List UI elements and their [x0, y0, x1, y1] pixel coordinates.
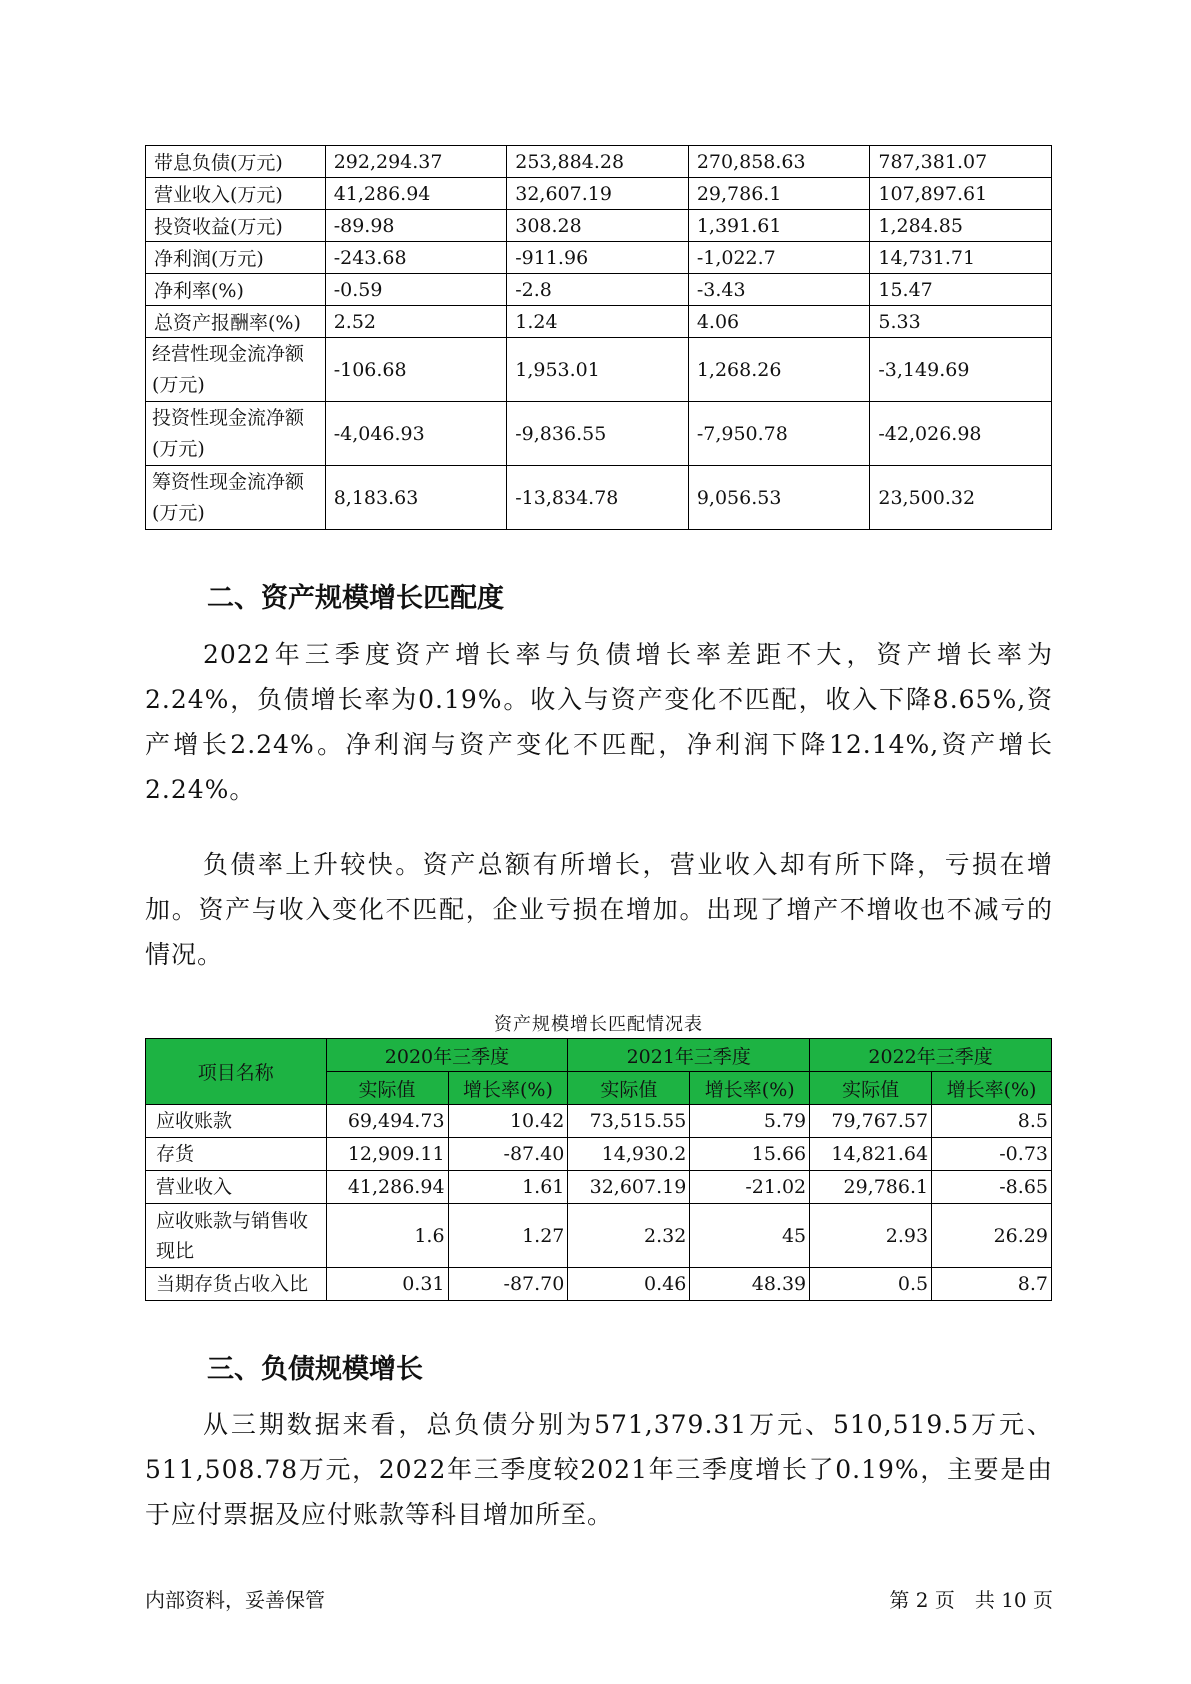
cell-value: -1,022.7 [688, 242, 870, 274]
row-label: 净利率(%) [146, 274, 326, 306]
table-row [146, 146, 1052, 178]
cell-value: 4.06 [688, 306, 870, 338]
cell-value: 79,767.57 [810, 1105, 932, 1138]
cell-value: 29,786.1 [688, 178, 870, 210]
column-header-actual: 实际值 [568, 1072, 690, 1105]
row-label: 投资收益(万元) [146, 210, 326, 242]
section-heading: 三、负债规模增长 [207, 1354, 423, 1385]
column-header-period: 2021年三季度 [568, 1039, 810, 1072]
cell-value: 73,515.55 [568, 1105, 690, 1138]
section-heading: 二、资产规模增长匹配度 [207, 583, 504, 614]
column-header-period: 2022年三季度 [810, 1039, 1052, 1072]
table-row [146, 1204, 1052, 1268]
column-header-period: 2020年三季度 [326, 1039, 568, 1072]
column-header-growth: 增长率(%) [690, 1072, 810, 1105]
financial-indicators-table [145, 145, 1052, 530]
cell-value: 1.27 [448, 1204, 568, 1268]
paragraph: 负债率上升较快。资产总额有所增长，营业收入却有所下降，亏损在增加。资产与收入变化不匹配，企业亏损在增加。出现了增产不增收也不减亏的情况。 [145, 850, 1053, 969]
asset-growth-match-table [145, 1038, 1052, 1301]
cell-value: -3,149.69 [870, 338, 1052, 402]
cell-value: -87.40 [448, 1138, 568, 1171]
cell-value: 41,286.94 [326, 1171, 448, 1204]
cell-value: 32,607.19 [507, 178, 689, 210]
row-label: 经营性现金流净额(万元) [146, 338, 326, 402]
cell-value: 9,056.53 [688, 466, 870, 530]
row-label: 营业收入 [146, 1171, 327, 1204]
cell-value: 0.46 [568, 1268, 690, 1301]
cell-value: 308.28 [507, 210, 689, 242]
cell-value: 5.79 [690, 1105, 810, 1138]
cell-value: 1.61 [448, 1171, 568, 1204]
cell-value: 0.31 [326, 1268, 448, 1301]
cell-value: 10.42 [448, 1105, 568, 1138]
cell-value: 14,731.71 [870, 242, 1052, 274]
cell-value: 14,821.64 [810, 1138, 932, 1171]
cell-value: -2.8 [507, 274, 689, 306]
column-header-actual: 实际值 [810, 1072, 932, 1105]
table-row [146, 1138, 1052, 1171]
row-label: 营业收入(万元) [146, 178, 326, 210]
cell-value: 15.66 [690, 1138, 810, 1171]
footer-confidential-note: 内部资料，妥善保管 [145, 1588, 325, 1612]
table-row [146, 178, 1052, 210]
cell-value: 270,858.63 [688, 146, 870, 178]
table-row [146, 338, 1052, 402]
cell-value: 2.93 [810, 1204, 932, 1268]
row-label: 当期存货占收入比 [146, 1268, 327, 1301]
row-label: 总资产报酬率(%) [146, 306, 326, 338]
cell-value: 1,953.01 [507, 338, 689, 402]
cell-value: -106.68 [325, 338, 507, 402]
table-row [146, 402, 1052, 466]
cell-value: 107,897.61 [870, 178, 1052, 210]
column-header-actual: 实际值 [326, 1072, 448, 1105]
column-header-item: 项目名称 [146, 1039, 327, 1105]
cell-value: 8.7 [932, 1268, 1052, 1301]
cell-value: 253,884.28 [507, 146, 689, 178]
table-row [146, 242, 1052, 274]
cell-value: -87.70 [448, 1268, 568, 1301]
cell-value: 1,391.61 [688, 210, 870, 242]
column-header-growth: 增长率(%) [932, 1072, 1052, 1105]
cell-value: 2.52 [325, 306, 507, 338]
cell-value: -0.59 [325, 274, 507, 306]
cell-value: 2.32 [568, 1204, 690, 1268]
cell-value: 12,909.11 [326, 1138, 448, 1171]
cell-value: -89.98 [325, 210, 507, 242]
cell-value: 0.5 [810, 1268, 932, 1301]
footer-page-number [889, 1584, 1053, 1613]
cell-value: 1,284.85 [870, 210, 1052, 242]
cell-value: -8.65 [932, 1171, 1052, 1204]
cell-value: 1,268.26 [688, 338, 870, 402]
cell-value: -4,046.93 [325, 402, 507, 466]
cell-value: -3.43 [688, 274, 870, 306]
table-row [146, 306, 1052, 338]
page-label-mid: 页 共 [934, 1588, 995, 1612]
row-label: 带息负债(万元) [146, 146, 326, 178]
cell-value: 48.39 [690, 1268, 810, 1301]
table-row [146, 1171, 1052, 1204]
cell-value: 8.5 [932, 1105, 1052, 1138]
row-label: 净利润(万元) [146, 242, 326, 274]
cell-value: 14,930.2 [568, 1138, 690, 1171]
cell-value: 41,286.94 [325, 178, 507, 210]
cell-value: -7,950.78 [688, 402, 870, 466]
paragraph: 2022年三季度资产增长率与负债增长率差距不大，资产增长率为2.24%，负债增长率为0.19%。收入与资产变化不匹配，收入下降8.65%,资产增长2.24%。净利润与资产变化不匹配，净利润下降12.14%,资产增长2.24%。 [145, 640, 1053, 804]
page-total: 10 [1001, 1588, 1027, 1612]
cell-value: 29,786.1 [810, 1171, 932, 1204]
row-label: 筹资性现金流净额(万元) [146, 466, 326, 530]
cell-value: -13,834.78 [507, 466, 689, 530]
cell-value: -0.73 [932, 1138, 1052, 1171]
page-current: 2 [915, 1588, 929, 1612]
cell-value: -243.68 [325, 242, 507, 274]
cell-value: 23,500.32 [870, 466, 1052, 530]
cell-value: 787,381.07 [870, 146, 1052, 178]
cell-value: 69,494.73 [326, 1105, 448, 1138]
cell-value: -9,836.55 [507, 402, 689, 466]
cell-value: 1.6 [326, 1204, 448, 1268]
table-row [146, 274, 1052, 306]
page-label-prefix: 第 [889, 1588, 910, 1612]
cell-value: 1.24 [507, 306, 689, 338]
cell-value: 8,183.63 [325, 466, 507, 530]
cell-value: 15.47 [870, 274, 1052, 306]
table-row [146, 1268, 1052, 1301]
cell-value: -21.02 [690, 1171, 810, 1204]
paragraph: 从三期数据来看，总负债分别为571,379.31万元、510,519.5万元、511,508.78万元，2022年三季度较2021年三季度增长了0.19%，主要是由于应付票据及应付账款等科目增加所至。 [145, 1410, 1053, 1529]
cell-value: 26.29 [932, 1204, 1052, 1268]
row-label: 存货 [146, 1138, 327, 1171]
cell-value: 32,607.19 [568, 1171, 690, 1204]
cell-value: -911.96 [507, 242, 689, 274]
table-row [146, 466, 1052, 530]
cell-value: 45 [690, 1204, 810, 1268]
row-label: 应收账款 [146, 1105, 327, 1138]
cell-value: 5.33 [870, 306, 1052, 338]
cell-value: 292,294.37 [325, 146, 507, 178]
row-label: 应收账款与销售收现比 [146, 1204, 327, 1268]
table-row [146, 1105, 1052, 1138]
table-row [146, 210, 1052, 242]
page-label-suffix: 页 [1033, 1588, 1053, 1612]
table-caption: 资产规模增长匹配情况表 [494, 1014, 703, 1035]
cell-value: -42,026.98 [870, 402, 1052, 466]
column-header-growth: 增长率(%) [448, 1072, 568, 1105]
row-label: 投资性现金流净额(万元) [146, 402, 326, 466]
